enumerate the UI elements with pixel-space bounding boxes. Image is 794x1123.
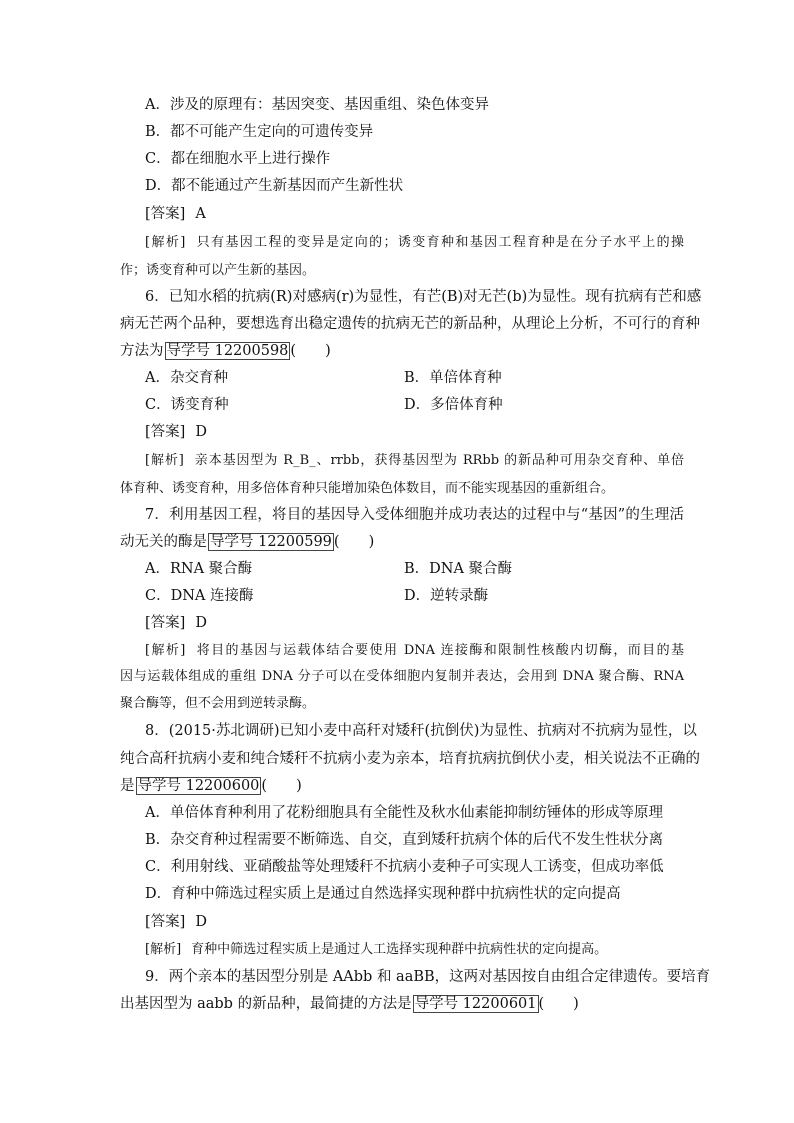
q6-stem-line-3 — [120, 341, 331, 361]
analysis-text: 只有基因工程的变异是定向的；诱变育种和基因工程育种是在分子水平上的操 — [195, 235, 684, 250]
q8-option-b: B．杂交育种过程需要不断筛选、自交，直到矮秆抗病个体的后代不发生性状分离 — [145, 832, 664, 848]
answer-tag: [答案] — [145, 424, 186, 440]
q6-option-b: B．单倍体育种 — [404, 370, 502, 386]
q9-code-link[interactable]: 导学号 12200601 — [414, 996, 537, 1012]
analysis-tag: [解析] — [145, 235, 186, 250]
q8-option-d: D．育种中筛选过程实质上是通过自然选择实现种群中抗病性状的定向提高 — [145, 886, 621, 902]
q6-analysis-line-1 — [145, 451, 684, 471]
q8-code-link[interactable]: 导学号 12200600 — [137, 778, 260, 794]
q5-option-d: D．都不能通过产生新基因而产生新性状 — [145, 178, 404, 194]
answer-blank: ( ) — [333, 534, 375, 550]
q8-stem-line-2: 纯合高秆抗病小麦和纯合矮秆不抗病小麦为亲本，培育抗病抗倒伏小麦，相关说法不正确的 — [120, 751, 700, 767]
answer-tag: [答案] — [145, 914, 186, 930]
q7-analysis-line-1 — [145, 641, 684, 661]
q6-code-link[interactable]: 导学号 12200598 — [166, 343, 289, 359]
q5-option-c: C．都在细胞水平上进行操作 — [145, 151, 331, 167]
q8-option-c: C．利用射线、亚硝酸盐等处理矮秆不抗病小麦种子可实现人工诱变，但成功率低 — [145, 859, 664, 875]
analysis-text: 将目的基因与运载体结合要使用 DNA 连接酶和限制性核酸内切酶，而目的基 — [195, 643, 684, 658]
analysis-tag: [解析] — [145, 453, 184, 468]
answer-tag: [答案] — [145, 206, 186, 222]
q6-option-a: A．杂交育种 — [145, 370, 228, 386]
q7-answer — [145, 613, 207, 633]
q8-option-a: A．单倍体育种利用了花粉细胞具有全能性及秋水仙素能抑制纺锤体的形成等原理 — [145, 805, 663, 821]
answer-value: D — [195, 615, 207, 631]
q7-option-d: D．逆转录酶 — [404, 588, 489, 604]
analysis-text: 亲本基因型为 R_B_、rrbb，获得基因型为 RRbb 的新品种可用杂交育种、单倍 — [193, 453, 684, 468]
q5-analysis-line-2: 作；诱变育种可以产生新的基因。 — [120, 263, 316, 278]
q9-stem-line-2 — [120, 994, 579, 1014]
analysis-tag: [解析] — [145, 643, 186, 658]
analysis-tag: [解析] — [145, 942, 182, 957]
q8-analysis-line-1 — [145, 940, 607, 960]
q7-stem-line-1: 7．利用基因工程，将目的基因导入受体细胞并成功表达的过程中与“基因”的生理活 — [145, 507, 684, 523]
q6-option-d: D．多倍体育种 — [404, 397, 503, 413]
q6-stem-line-2: 病无芒两个品种，要想选育出稳定遗传的抗病无芒的新品种，从理论上分析，不可行的育种 — [120, 316, 700, 332]
q5-answer — [145, 204, 206, 224]
q6-option-c: C．诱变育种 — [145, 397, 229, 413]
answer-blank: ( ) — [538, 996, 579, 1012]
q9-stem-line-1: 9．两个亲本的基因型分别是 AAbb 和 aaBB，这两对基因按自由组合定律遗传。要培育 — [145, 969, 711, 985]
stem-text: 方法为 — [120, 343, 164, 359]
q7-option-c: C．DNA 连接酶 — [145, 588, 254, 604]
answer-value: A — [195, 206, 206, 222]
q6-stem-line-1: 6．已知水稻的抗病(R)对感病(r)为显性，有芒(B)对无芒(b)为显性。现有抗病有芒和感 — [145, 289, 702, 305]
answer-value: D — [195, 914, 207, 930]
q6-answer — [145, 422, 207, 442]
stem-text: 出基因型为 aabb 的新品种，最简捷的方法是 — [120, 996, 412, 1012]
answer-blank: ( ) — [261, 778, 302, 794]
q7-code-link[interactable]: 导学号 12200599 — [210, 534, 332, 550]
analysis-text: 育种中筛选过程实质上是通过人工选择实现种群中抗病性状的定向提高。 — [191, 942, 608, 957]
q7-analysis-line-3: 聚合酶等，但不会用到逆转录酶。 — [120, 696, 316, 711]
q8-stem-line-3 — [120, 776, 302, 796]
q7-option-b: B．DNA 聚合酶 — [404, 561, 513, 577]
stem-text: 是 — [120, 778, 135, 794]
q7-analysis-line-2: 因与运载体组成的重组 DNA 分子可以在受体细胞内复制并表达，会用到 DNA 聚合酶、RNA — [120, 669, 684, 684]
stem-text: 动无关的酶是 — [120, 534, 207, 550]
answer-tag: [答案] — [145, 615, 186, 631]
q7-option-a: A．RNA 聚合酶 — [145, 561, 253, 577]
q5-analysis-line-1 — [145, 233, 684, 253]
q6-analysis-line-2: 体育种、诱变育种，用多倍体育种只能增加染色体数目，而不能实现基因的重新组合。 — [120, 481, 615, 496]
q8-stem-line-1: 8．(2015·苏北调研)已知小麦中高秆对矮秆(抗倒伏)为显性、抗病对不抗病为显性，以 — [145, 723, 697, 739]
answer-value: D — [195, 424, 207, 440]
answer-blank: ( ) — [290, 343, 331, 359]
q5-option-b: B．都不可能产生定向的可遗传变异 — [145, 124, 374, 140]
q8-answer — [145, 912, 207, 932]
q5-option-a: A．涉及的原理有：基因突变、基因重组、染色体变异 — [145, 97, 489, 113]
q7-stem-line-2 — [120, 532, 374, 552]
